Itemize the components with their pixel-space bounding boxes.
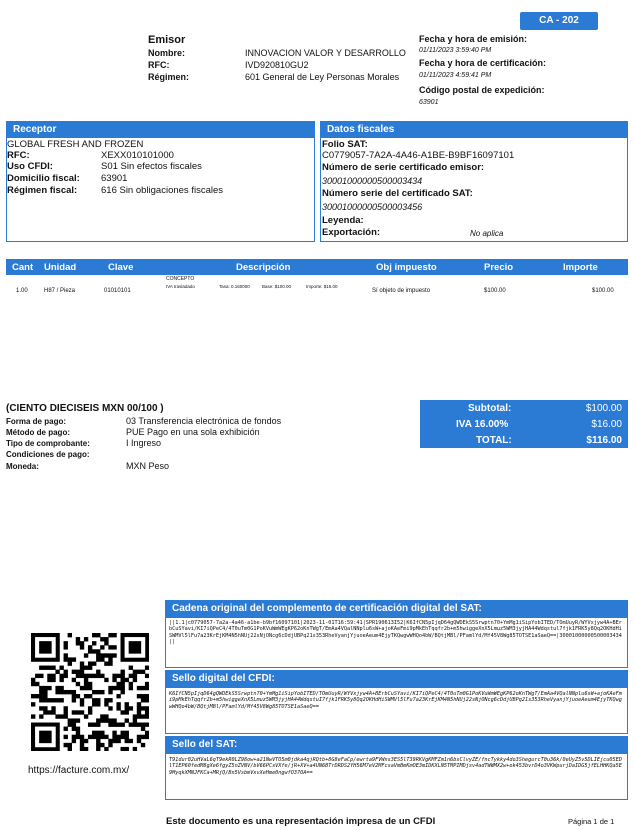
cp-label: Código postal de expedición: bbox=[419, 85, 545, 95]
emisor-regimen-label: Régimen: bbox=[148, 72, 190, 82]
serie-emisor: 30001000000500003434 bbox=[322, 176, 423, 186]
receptor-reg-label: Régimen fiscal: bbox=[7, 185, 78, 196]
col-precio: Precio bbox=[484, 262, 514, 273]
tipo-comprobante: I Ingreso bbox=[126, 438, 162, 448]
row-importe-iva: Importe: $16.00 bbox=[306, 284, 338, 289]
fecha-emision-label: Fecha y hora de emisión: bbox=[419, 34, 528, 44]
table-row bbox=[6, 276, 628, 306]
qr-url[interactable]: https://facture.com.mx/ bbox=[28, 765, 130, 776]
col-clave: Clave bbox=[108, 262, 134, 273]
qr-code bbox=[31, 633, 149, 751]
emisor-nombre: INNOVACION VALOR Y DESARROLLO bbox=[245, 48, 406, 58]
emisor-rfc-label: RFC: bbox=[148, 60, 170, 70]
receptor-uso-label: Uso CFDI: bbox=[7, 161, 53, 172]
document-badge: CA - 202 bbox=[520, 12, 598, 30]
row-base: Base: $100.00 bbox=[262, 284, 292, 289]
cp-value: 63901 bbox=[419, 99, 439, 106]
folio-value: C0779057-7A2A-4A46-A1BE-B9BF16097101 bbox=[322, 150, 515, 161]
row-precio: $100.00 bbox=[484, 288, 506, 294]
receptor-rfc: XEXX010101000 bbox=[101, 150, 174, 161]
sello-cfdi-text: K6IfCN5pIjqD64gQWDEkS5Srwptn70+YmMg1iSipYobITED/TOmUuyR/WYVxjyw4A+BErbCuSYavi/KI7iQPeC4/4T0uTm0G1PoKVuWmWEgKP62oKnTWgT/EmAa4VQalNNplu6sW+ajoKAeFmi9pMkEhTqqfr2b+m5hwiggeXnX5Lmuz5WM3jyjHA44WdqstuI7fjk1FRK5y8Qq2OKHdHiSWMVl5lFu7a23KrEjKM4N5hNUj22sNjONcg6cDdjUBPq21s353RheVyanjYjuoeAeum4EjyTKQwgwWHQo4bW/BQtjMBl/PFamlYd/Mf45V8Wg85TOTSE1aSaeQ== bbox=[169, 691, 622, 710]
cadena-box bbox=[165, 600, 628, 668]
items-table-header bbox=[6, 259, 628, 275]
importe-letra: (CIENTO DIECISEIS MXN 00/100 ) bbox=[6, 403, 164, 414]
col-unidad: Unidad bbox=[44, 262, 77, 273]
iva-value: $16.00 bbox=[591, 419, 622, 430]
subtotal-value: $100.00 bbox=[585, 403, 622, 414]
serie-emisor-label: Número de serie certificado emisor: bbox=[322, 162, 485, 173]
emisor-regimen: 601 General de Ley Personas Morales bbox=[245, 72, 400, 82]
receptor-nombre: GLOBAL FRESH AND FROZEN bbox=[7, 139, 144, 150]
condiciones-label: Condiciones de pago: bbox=[6, 450, 90, 459]
col-cant: Cant bbox=[12, 262, 34, 273]
footer-text: Este documento es una representación impresa de un CFDI bbox=[166, 816, 436, 827]
receptor-title: Receptor bbox=[7, 122, 314, 138]
col-obj-impuesto: Obj impuesto bbox=[376, 262, 437, 273]
totals-box bbox=[420, 400, 628, 448]
tipo-comprobante-label: Tipo de comprobante: bbox=[6, 439, 90, 448]
sello-cfdi-title: Sello digital del CFDI: bbox=[166, 671, 627, 688]
sello-sat-text: T91dur02uHVaL6qT9ekR0LZ98ow+a21NwVTO5m0jdka4qjRQtb+8G8eFaCp/ewrta9FVWns3ES5lT39RKVgKMFZm1n6bsClvyZE/fncTykky4do3ShegurcT0u36k/0eUyZ5v5DLIEjcu05EDlT1EP60fedM8gXe6fgyZ5nZVNV/bV66PCsVXfe/jR+XV+a4UN6BTrDRDS2YH56M7eV2MFcsaVmBmKmOE3mIDKXLN5TMPIMDjsv4adTWWMX2w+ok453bvrD4o3VKWpurjDaIDG5jfELHHKQa5E9MyqkXMNJFKCa+MRjQ/Bn5VsbmVxvXeHme0ngwfO37OA== bbox=[169, 757, 622, 776]
cadena-title: Cadena original del complemento de certificación digital del SAT: bbox=[166, 601, 627, 618]
row-tasa: Tasa: 0.160000 bbox=[219, 284, 250, 289]
moneda: MXN Peso bbox=[126, 461, 170, 471]
sello-sat-title: Sello del SAT: bbox=[166, 737, 627, 754]
fecha-cert: 01/11/2023 4:59:41 PM bbox=[419, 72, 492, 79]
col-importe: Importe bbox=[563, 262, 598, 273]
emisor-nombre-label: Nombre: bbox=[148, 48, 186, 58]
row-cant: 1.00 bbox=[16, 288, 28, 294]
emisor-rfc: IVD920810GU2 bbox=[245, 60, 309, 70]
total-label: TOTAL: bbox=[476, 435, 512, 446]
row-unidad: H87 / Pieza bbox=[44, 288, 76, 294]
receptor-uso: S01 Sin efectos fiscales bbox=[101, 161, 202, 172]
row-obj: Sí objeto de impuesto bbox=[372, 288, 431, 294]
subtotal-label: Subtotal: bbox=[468, 403, 512, 414]
col-descripcion: Descripción bbox=[236, 262, 291, 273]
row-concepto: CONCEPTO bbox=[166, 276, 195, 282]
total-value: $116.00 bbox=[586, 435, 622, 446]
emisor-title: Emisor bbox=[148, 34, 186, 46]
sello-sat-box bbox=[165, 736, 628, 800]
receptor-reg: 616 Sin obligaciones fiscales bbox=[101, 185, 223, 196]
sello-cfdi-box bbox=[165, 670, 628, 734]
metodo-pago: PUE Pago en una sola exhibición bbox=[126, 427, 260, 437]
forma-pago: 03 Transferencia electrónica de fondos bbox=[126, 416, 282, 426]
cadena-text: ||1.1|c0779057-7a2a-4a46-a1be-b9bf16097101|2023-11-01T16:59:41|SPR190613I52|K6IfCN5pIjqD64gQWDEkS5Srwptn70+YmMg1iSipYobITED/TOmUuyR/WYVxjyw4A+BErbCuSYavi/KI7iQPeC4/4T0uTm0G1PoKVuWmWEgKP62oKnTWgT/EmAa4VQalNNplu6sW+ajoKAeFmi9pMkEhTqqfr2b+m5hwiggeXnX5Lmuz5WM3jyjHA44Wdqstul7fjk1FRK5y8Qq2OKHdHiSWMVl5lFu7a23KrEjKM4N5hNUj22sNjONcg6cDdjUBPq21s353RheVyanjYjuoeAeum4EjyTKQwgwWHQo4bW/BQtjMBl/PFamlYd/Mf45V8Wg85TOTSE1aSaeQ==|30001000000500003434|| bbox=[169, 620, 622, 646]
export-label: Exportación: bbox=[322, 227, 381, 238]
export-value: No aplica bbox=[470, 229, 504, 238]
leyenda-label: Leyenda: bbox=[322, 215, 364, 226]
receptor-rfc-label: RFC: bbox=[7, 150, 30, 161]
page-number: Página 1 de 1 bbox=[568, 817, 615, 826]
moneda-label: Moneda: bbox=[6, 462, 39, 471]
row-trasladado: IVA trasladado bbox=[166, 284, 195, 289]
forma-pago-label: Forma de pago: bbox=[6, 417, 67, 426]
fiscales-title: Datos fiscales bbox=[321, 122, 627, 138]
row-importe: $100.00 bbox=[592, 288, 614, 294]
receptor-dom: 63901 bbox=[101, 173, 128, 184]
fecha-cert-label: Fecha y hora de certificación: bbox=[419, 58, 547, 68]
serie-sat: 30001000000500003456 bbox=[322, 202, 423, 212]
iva-label: IVA 16.00% bbox=[456, 419, 509, 430]
serie-sat-label: Número serie del certificado SAT: bbox=[322, 188, 473, 199]
fecha-emision: 01/11/2023 3:59:40 PM bbox=[419, 47, 492, 54]
row-clave: 01010101 bbox=[104, 288, 131, 294]
folio-label: Folio SAT: bbox=[322, 139, 368, 150]
receptor-dom-label: Domicilio fiscal: bbox=[7, 173, 80, 184]
metodo-pago-label: Método de pago: bbox=[6, 428, 70, 437]
